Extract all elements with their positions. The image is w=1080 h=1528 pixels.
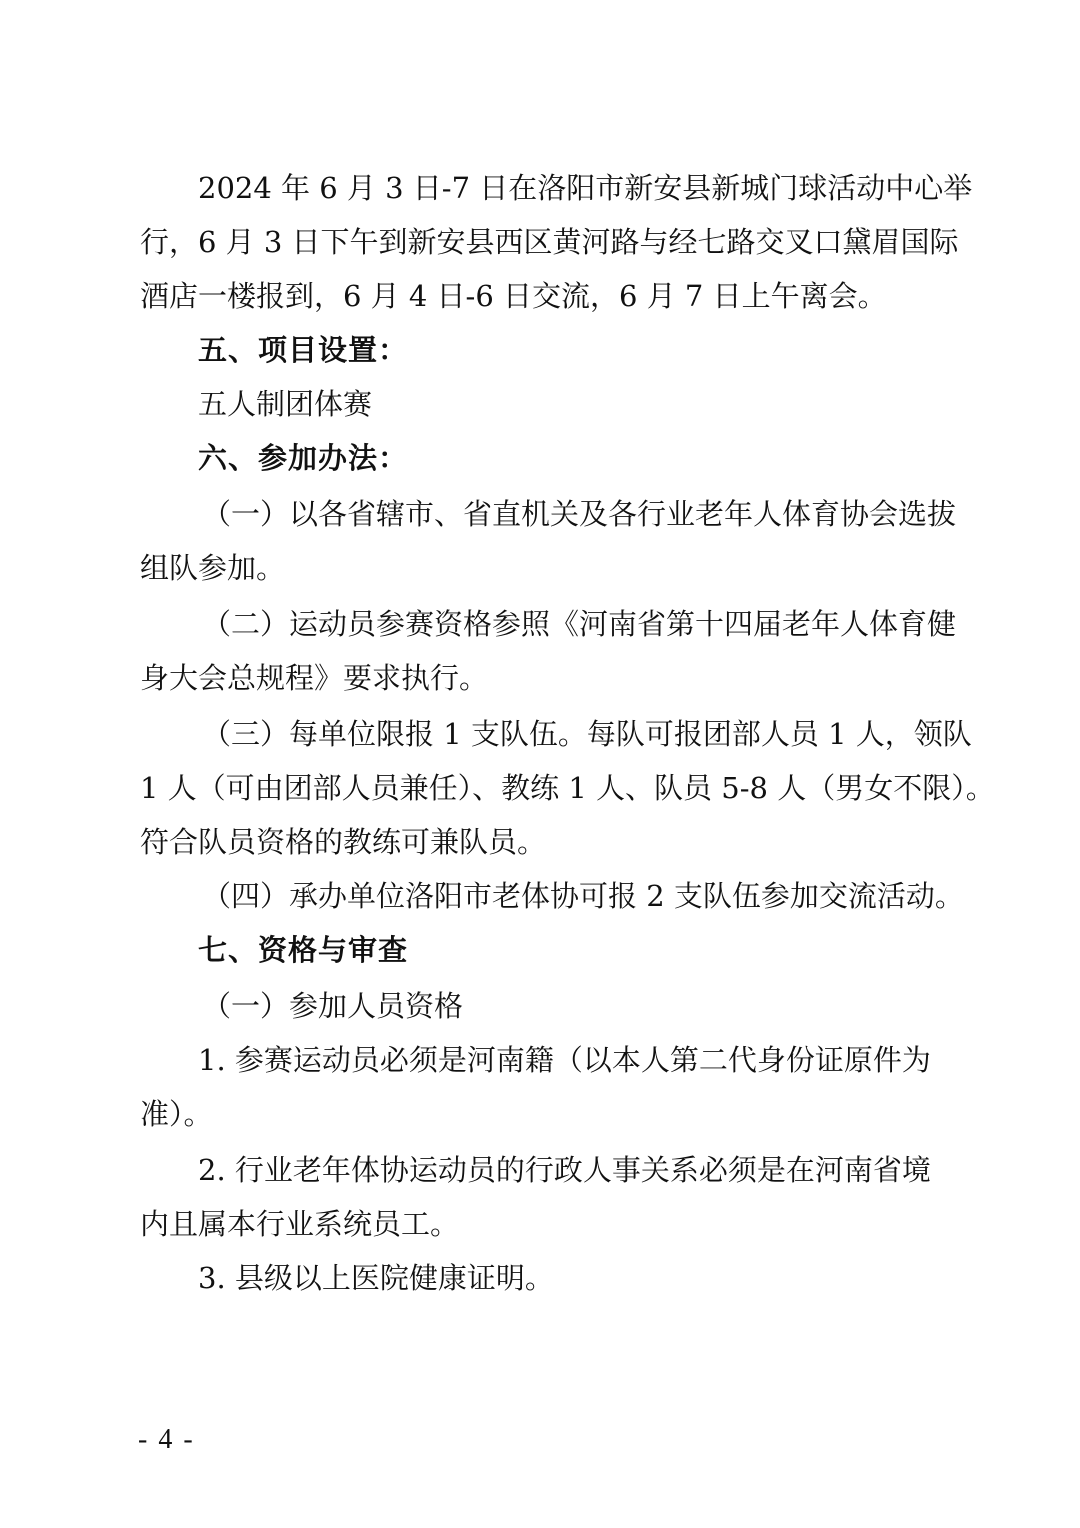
section-6-item-3-line-3: 符合队员资格的教练可兼队员。 (140, 825, 547, 859)
qualification-2-line-2: 内且属本行业系统员工。 (140, 1207, 460, 1241)
section-heading-7: 七、资格与审查 (198, 933, 409, 967)
section-heading-6: 六、参加办法： (198, 441, 409, 475)
section-6-item-3-line-2: 1 人（可由团部人员兼任）、教练 1 人、队员 5-8 人（男女不限）。 (140, 771, 995, 805)
qualification-1-line-2: 准）。 (140, 1097, 213, 1131)
venue-paragraph-line-1: 2024 年 6 月 3 日-7 日在洛阳市新安县新城门球活动中心举 (198, 171, 973, 205)
section-6-item-2-line-2: 身大会总规程》要求执行。 (140, 661, 489, 695)
qualification-2-line-1: 2. 行业老年体协运动员的行政人事关系必须是在河南省境 (198, 1153, 931, 1187)
section-6-item-1-line-1: （一）以各省辖市、省直机关及各行业老年人体育协会选拔 (202, 497, 957, 531)
venue-paragraph-line-2: 行，6 月 3 日下午到新安县西区黄河路与经七路交叉口黛眉国际 (140, 225, 959, 259)
section-6-item-2-line-1: （二）运动员参赛资格参照《河南省第十四届老年人体育健 (202, 607, 957, 641)
section-7-subheading-1: （一）参加人员资格 (202, 989, 464, 1023)
qualification-1-line-1: 1. 参赛运动员必须是河南籍（以本人第二代身份证原件为 (198, 1043, 931, 1077)
section-6-item-4: （四）承办单位洛阳市老体协可报 2 支队伍参加交流活动。 (202, 879, 964, 913)
page-number: - 4 - (138, 1424, 195, 1455)
section-6-item-1-line-2: 组队参加。 (140, 551, 286, 585)
qualification-3: 3. 县级以上医院健康证明。 (198, 1261, 554, 1295)
section-heading-5: 五、项目设置： (198, 333, 409, 367)
section-6-item-3-line-1: （三）每单位限报 1 支队伍。每队可报团部人员 1 人，领队 (202, 717, 972, 751)
section-5-text: 五人制团体赛 (198, 387, 373, 421)
venue-paragraph-line-3: 酒店一楼报到，6 月 4 日-6 日交流，6 月 7 日上午离会。 (140, 279, 887, 313)
